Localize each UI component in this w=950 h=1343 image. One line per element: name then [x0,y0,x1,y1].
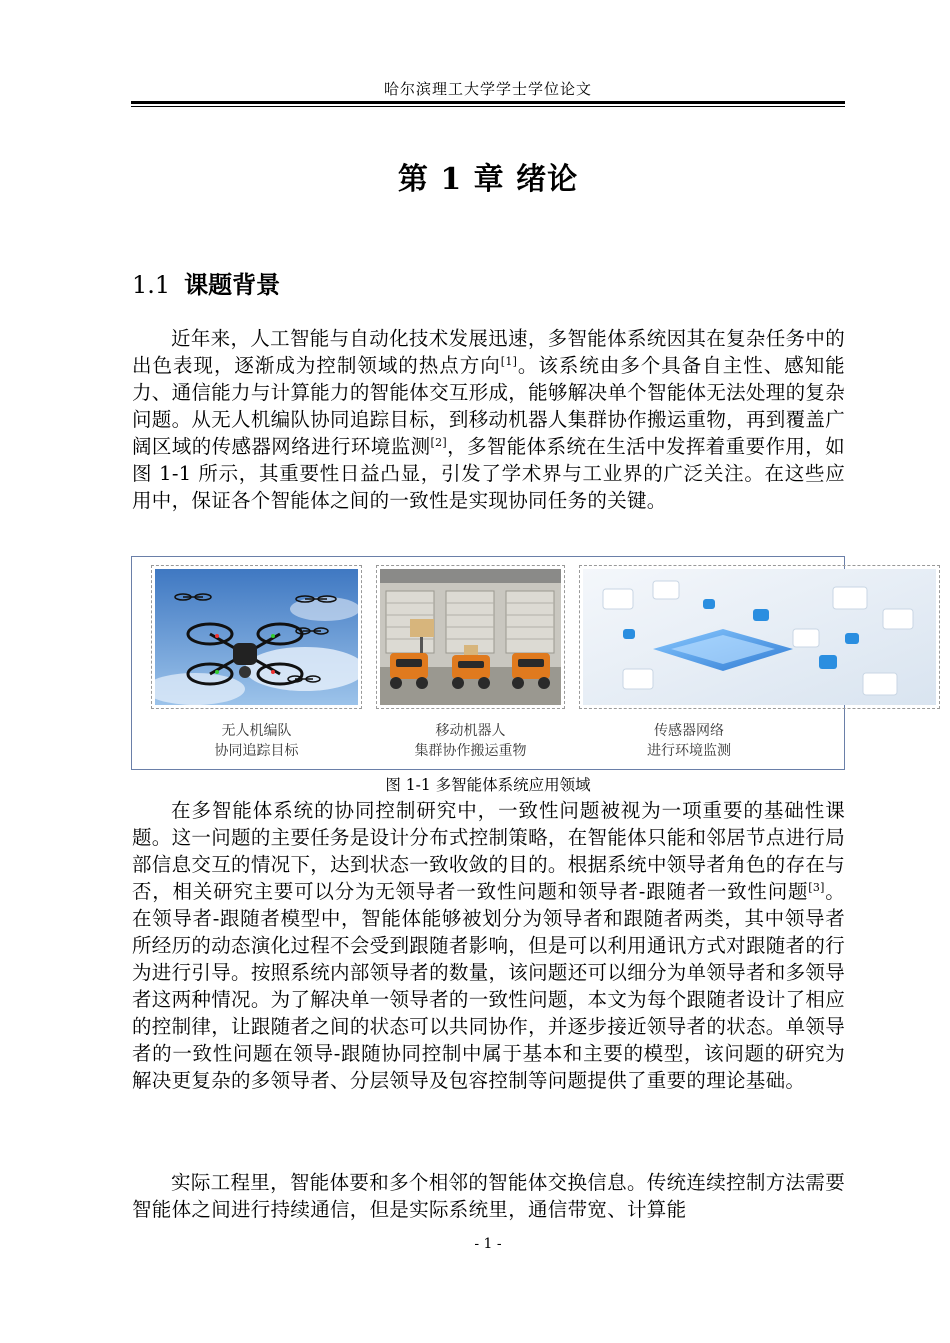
sensor-network-image [579,565,940,709]
chapter-title: 第 1 章 绪论 [397,162,579,197]
panel-2-caption [376,721,565,761]
panel-1-caption-line-1: 无人机编队 [221,723,292,739]
paragraph-2-text-a: 在多智能体系统的协同控制研究中，一致性问题被视为一项重要的基础性课题。这一问题的主要任务是设计分布式控制策略，在智能体只能和邻居节点进行局部信息交互的情况下，达到状态一致收敛的目的。根据系统中领导者角色的存在与否，相关研究主要可以分为无领导者一致性问题和领导者-跟随者一致性问题 [132,799,845,903]
section-heading [132,265,280,300]
panel-2-caption-line-1: 移动机器人 [435,723,506,739]
citation-2: [2] [430,436,447,449]
header-rule-thin [131,106,845,107]
warehouse-robots-illustration [380,569,561,705]
paragraph-3-text-a: 实际工程里，智能体要和多个相邻的智能体交换信息。传统连续控制方法需要智能体之间进行持续通信，但是实际系统里，通信带宽、计算能 [132,1171,845,1221]
panel-3-caption [579,721,799,761]
figure-1-1 [131,556,845,770]
section-number: 1.1 [132,271,171,299]
header-rule-thick [131,101,845,104]
citation-3: [3] [808,881,825,894]
paragraph-1-text-b: 。该系统由多个具备自主性、感知能力、通信能力与计算能力的智能体交互形成，能够解决单个智能体无法处理的复杂问题。从无人机编队协同追踪目标，到移动机器人集群协作搬运重物，再到覆盖广阔区域的传感器网络进行环境监测 [132,354,845,458]
paragraph-2 [132,797,845,1094]
citation-1: [1] [500,355,518,368]
drone-formation-image [151,565,362,709]
panel-2-caption-line-2: 集群协作搬运重物 [414,743,527,759]
paragraph-1 [132,325,845,514]
sensor-network-illustration [583,569,936,705]
running-header: 哈尔滨理工大学学士学位论文 [383,80,592,98]
page-number: - 1 - [474,1236,502,1252]
figure-caption: 图 1-1 多智能体系统应用领域 [385,776,591,794]
panel-1-caption [151,721,362,761]
panel-3-caption-line-2: 进行环境监测 [647,743,731,759]
drone-illustration [155,569,358,705]
paragraph-2-text-b: 。在领导者-跟随者模型中，智能体能够被划分为领导者和跟随者两类，其中领导者所经历的动态演化过程不会受到跟随者影响，但是可以利用通讯方式对跟随者的行为进行引导。按照系统内部领导者的数量，该问题还可以细分为单领导者和多领导者这两种情况。为了解决单一领导者的一致性问题，本文为每个跟随者设计了相应的控制律，让跟随者之间的状态可以共同协作，并逐步接近领导者的状态。单领导者的一致性问题在领导-跟随协同控制中属于基本和主要的模型，该问题的研究为解决更复杂的多领导者、分层领导及包容控制等问题提供了重要的理论基础。 [132,880,845,1092]
paragraph-1-text-a: 近年来，人工智能与自动化技术发展迅速，多智能体系统因其在复杂任务中的出色表现，逐渐成为控制领域的热点方向 [132,327,845,377]
section-title: 课题背景 [184,270,281,299]
paragraph-3 [132,1169,845,1223]
panel-3-caption-line-1: 传感器网络 [654,723,724,739]
panel-1-caption-line-2: 协同追踪目标 [214,743,299,759]
mobile-robots-image [376,565,565,709]
paragraph-1-text-c: ，多智能体系统在生活中发挥着重要作用，如图 1-1 所示，其重要性日益凸显，引发了学术界与工业界的广泛关注。在这些应用中，保证各个智能体之间的一致性是实现协同任务的关键。 [132,435,845,512]
